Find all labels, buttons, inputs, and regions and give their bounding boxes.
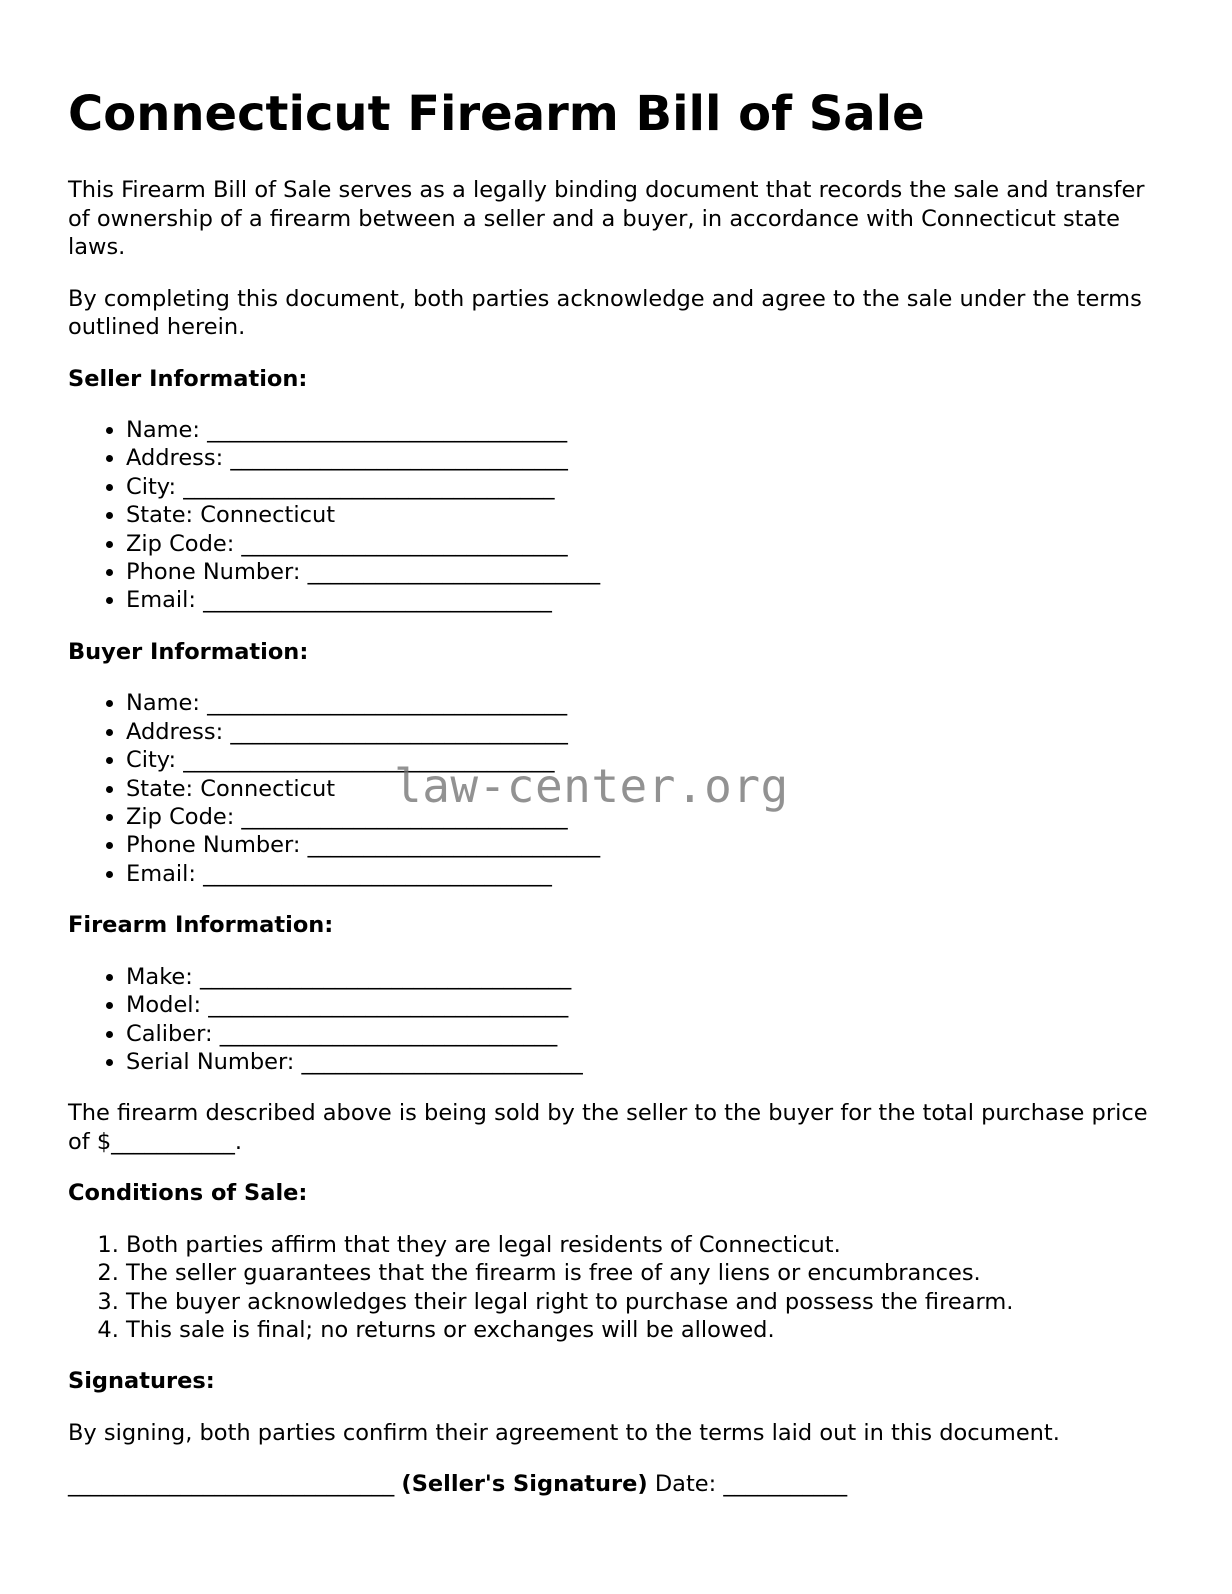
date-label: Date: [654, 1471, 717, 1498]
buyer-heading: Buyer Information: [68, 638, 309, 665]
condition-item: 2. The seller guarantees that the firearm is free of any liens or encumbrances. [126, 1259, 1168, 1287]
seller-city-item: • City: _________________________________ [126, 473, 1168, 501]
intro-paragraph-1: This Firearm Bill of Sale serves as a legally binding document that records the sale and transfer of ownership of a firearm between a seller and a buyer, in accordance with Connecticut state laws. [68, 177, 1145, 260]
seller-signature-blank: _____________________________ [68, 1471, 395, 1498]
document-title: Connecticut Firearm Bill of Sale [68, 86, 925, 142]
document-page [68, 84, 1168, 1522]
buyer-zip-item: • Zip Code: _____________________________ [126, 803, 1168, 831]
seller-zip-item: • Zip Code: _____________________________ [126, 530, 1168, 558]
seller-signature-label: (Seller's Signature) [401, 1471, 648, 1498]
conditions-list [68, 1231, 1168, 1345]
buyer-address-item: • Address: ______________________________ [126, 718, 1168, 746]
watermark-text: law-center.org [394, 759, 789, 813]
firearm-make-item: • Make: _________________________________ [126, 963, 1168, 991]
price-paragraph: The firearm described above is being sold by the seller to the buyer for the total purchase price of $___________. [68, 1100, 1148, 1155]
firearm-serial-item: • Serial Number: _________________________ [126, 1048, 1168, 1076]
seller-signature-line [68, 1470, 1168, 1499]
firearm-heading: Firearm Information: [68, 912, 334, 939]
buyer-name-item: • Name: ________________________________ [126, 689, 1168, 717]
buyer-state-item: • State: Connecticut [126, 775, 1168, 803]
condition-item: 4. This sale is final; no returns or exchanges will be allowed. [126, 1316, 1168, 1344]
seller-email-item: • Email: _______________________________ [126, 586, 1168, 614]
seller-name-item: • Name: ________________________________ [126, 416, 1168, 444]
seller-heading: Seller Information: [68, 365, 308, 392]
seller-state-item: • State: Connecticut [126, 501, 1168, 529]
buyer-city-item: • City: _________________________________ [126, 746, 1168, 774]
firearm-model-item: • Model: ________________________________ [126, 991, 1168, 1019]
seller-phone-item: • Phone Number: __________________________ [126, 558, 1168, 586]
firearm-caliber-item: • Caliber: ______________________________ [126, 1020, 1168, 1048]
seller-address-item: • Address: ______________________________ [126, 444, 1168, 472]
signatures-heading: Signatures: [68, 1368, 215, 1395]
date-blank: ___________ [723, 1471, 848, 1498]
condition-item: 3. The buyer acknowledges their legal right to purchase and possess the firearm. [126, 1288, 1168, 1316]
buyer-email-item: • Email: _______________________________ [126, 860, 1168, 888]
intro-paragraph-2: By completing this document, both parties acknowledge and agree to the sale under the terms outlined herein. [68, 285, 1142, 340]
condition-item: 1. Both parties affirm that they are legal residents of Connecticut. [126, 1231, 1168, 1259]
signatures-paragraph: By signing, both parties confirm their agreement to the terms laid out in this document. [68, 1419, 1060, 1446]
conditions-heading: Conditions of Sale: [68, 1180, 308, 1207]
buyer-list [68, 689, 1168, 888]
seller-list [68, 416, 1168, 615]
firearm-list [68, 963, 1168, 1077]
buyer-phone-item: • Phone Number: __________________________ [126, 831, 1168, 859]
